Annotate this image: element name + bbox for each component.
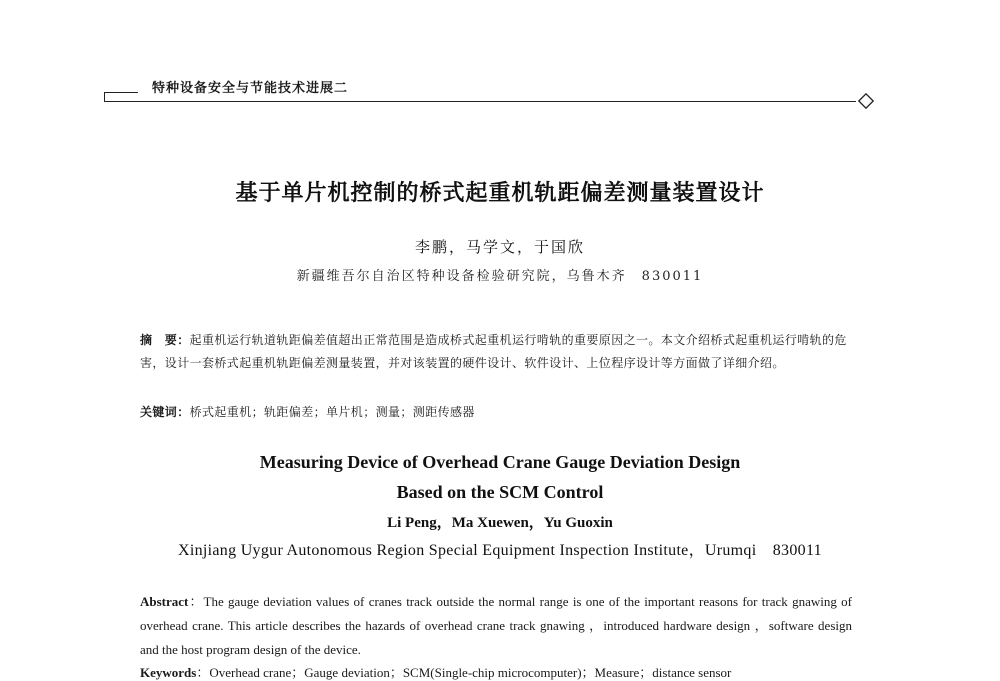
keywords-text-cn: 桥式起重机；轨距偏差；单片机；测量；测距传感器 bbox=[189, 405, 475, 419]
keywords-label-en: Keywords bbox=[140, 665, 197, 680]
header-rule-tick bbox=[104, 92, 105, 101]
keywords-text-en: ：Overhead crane；Gauge deviation；SCM(Single-chip microcomputer)；Measure；distance sensor bbox=[196, 665, 732, 680]
abstract-text-en: ：The gauge deviation values of cranes track outside the normal range is one of the important reasons for track gnawing of overhead crane. This article describes the hazards of overhead crane track gnawing ，introduced hardware design ，software design and the host program design of the device. bbox=[140, 594, 852, 657]
keywords-en bbox=[140, 662, 852, 681]
affiliation-cn: 新疆维吾尔自治区特种设备检验研究院，乌鲁木齐 830011 bbox=[296, 269, 704, 284]
abstract-label-cn: 摘 要： bbox=[140, 333, 190, 347]
keywords-label-cn: 关键词： bbox=[140, 405, 190, 419]
abstract-text-cn: 起重机运行轨道轨距偏差值超出正常范围是造成桥式起重机运行啃轨的重要原因之一。本文介绍桥式起重机运行啃轨的危害，设计一套桥式起重机轨距偏差测量装置，并对该装置的硬件设计、软件设计、上位程序设计等方面做了详细介绍。 bbox=[140, 333, 847, 370]
keywords-cn bbox=[140, 403, 860, 420]
abstract-label-en: Abstract bbox=[140, 594, 189, 609]
abstract-en bbox=[140, 590, 852, 662]
running-header-title: 特种设备安全与节能技术进展二 bbox=[152, 81, 349, 96]
paper-title-en-line2: Based on the SCM Control bbox=[396, 482, 604, 502]
paper-title-en-line1: Measuring Device of Overhead Crane Gauge Deviation Design bbox=[259, 452, 741, 472]
authors-cn: 李鹏，马学文，于国欣 bbox=[414, 238, 585, 256]
paper-title-cn: 基于单片机控制的桥式起重机轨距偏差测量装置设计 bbox=[235, 180, 765, 206]
affiliation-en: Xinjiang Uygur Autonomous Region Special Equipment Inspection Institute，Urumqi 830011 bbox=[178, 542, 822, 559]
header-rule bbox=[104, 101, 856, 102]
authors-en: Li Peng，Ma Xuewen，Yu Guoxin bbox=[387, 515, 613, 531]
abstract-cn bbox=[140, 329, 860, 375]
header-rule-short bbox=[104, 92, 138, 93]
diamond-ornament-icon bbox=[858, 93, 874, 109]
